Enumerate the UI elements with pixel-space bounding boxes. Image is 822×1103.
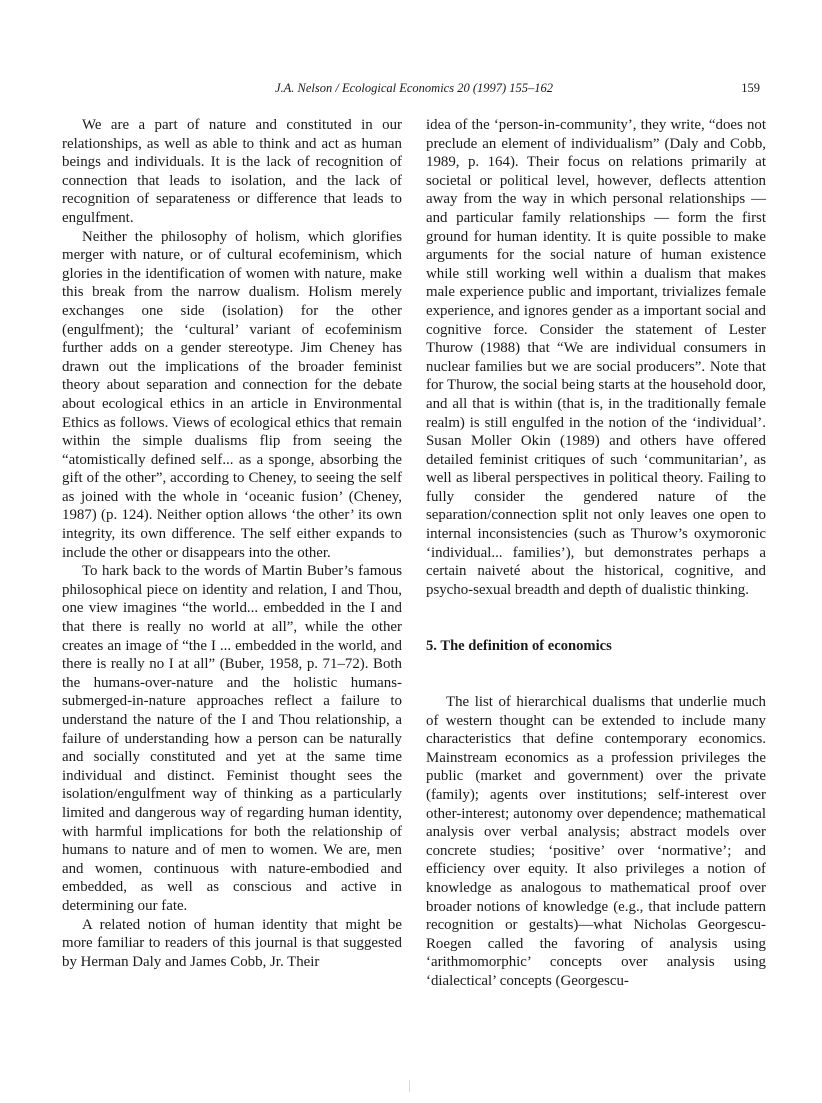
right-column [426, 116, 766, 991]
scan-mark [409, 1080, 410, 1092]
running-header [62, 81, 766, 99]
paragraph: A related notion of human identity that might be more familiar to readers of this journal is that suggested by Herman Daly and James Cobb, Jr. Their [62, 916, 402, 970]
section-heading: 5. The definition of economics [426, 638, 612, 655]
paragraph: The list of hierarchical dualisms that underlie much of western thought can be extended to include many characteristics that define contemporary economics. Mainstream economics as a profession privileges the public (market and government) over the private (family); agents over institutions; self-interest over other-interest; autonomy over dependence; mathematical analysis over verbal analysis; abstract models over concrete studies; ‘positive’ over ‘normative’; and efficiency over equity. It also privileges a notion of knowledge as analogous to mathematical proof over broader notions of knowledge (e.g., that include pattern recognition or gestalts)—what Nicholas Georgescu-Roegen called the favoring of analysis using ‘arithmomorphic’ concepts over analysis using ‘dialectical’ concepts (Georgescu- [426, 694, 766, 989]
left-column [62, 116, 402, 971]
paragraph: Neither the philosophy of holism, which glorifies merger with nature, or of cultural ecofeminism, which glories in the identification of women with nature, make this break from the narrow dualism. Holism merely exchanges one side (isolation) for the other (engulfment); the ‘cultural’ variant of ecofeminism further adds on a gender stereotype. Jim Cheney has drawn out the implications of the broader feminist theory about separation and connection for the debate about ecological ethics in an article in Environmental Ethics as follows. Views of ecological ethics that remain within the simple dualisms flip from seeing the “atomistically defined self... as a sponge, absorbing the gift of the other”, according to Cheney, to seeing the self as joined with the whole in ‘oceanic fusion’ (Cheney, 1987) (p. 124). Neither option allows ‘the other’ its own integrity, its own difference. The self either expands to include the other or disappears into the other. [62, 228, 402, 561]
running-title: J.A. Nelson / Ecological Economics 20 (1997) 155–162 [274, 81, 554, 95]
paragraph: To hark back to the words of Martin Buber’s famous philosophical piece on identity and relation, I and Thou, one view imagines “the world... embedded in the I and that there is really no world at all”, while the other creates an image of “the I ... embedded in the world, and there is really no I at all” (Buber, 1958, p. 71–72). Both the humans-over-nature and the holistic humans-submerged-in-nature approaches reflect a failure to understand the nature of the I and Thou relationship, a failure of understanding how a person can be naturally and socially constituted and yet at the same time individual and distinct. Feminist thought sees the isolation/engulfment way of thinking as a particularly limited and dangerous way of regarding human identity, with harmful implications for both the relationship of humans to nature and of men to women. We are, men and women, continuous with nature-embodied and embedded, as well as conscious and active in determining our fate. [62, 563, 402, 914]
paragraph: We are a part of nature and constituted in our relationships, as well as able to think and act as human beings and individuals. It is the lack of recognition of connection that leads to isolation, and the lack of recognition of separateness or difference that leads to engulfment. [62, 117, 402, 226]
paragraph-continued: idea of the ‘person-in-community’, they write, “does not preclude an element of individualism” (Daly and Cobb, 1989, p. 164). Their focus on relations primarily at societal or political level, however, deflects attention away from the way in which personal relationships — and particular family relationships — form the first ground for human identity. It is quite possible to make arguments for the social nature of human existence while still working well within a dualism that makes male experience public and important, trivializes female experience, and ignores gender as a important social and cognitive force. Consider the statement of Lester Thurow (1988) that “We are individual consumers in nuclear families but we are social producers”. Note that for Thurow, the social being starts at the household door, and all that is within (that is, in the traditionally female realm) is still engulfed in the notion of the ‘individual’. Susan Moller Okin (1989) and others have offered detailed feminist critiques of such ‘communitarian’, as well as liberal perspectives in political theory. Failing to fully consider the gendered nature of the separation/connection split not only leaves one open to internal inconsistencies (such as Thurow’s oxymoronic ‘individual... families’), but demonstrates perhaps a certain naiveté about the historical, cognitive, and psycho-sexual breadth and depth of dualistic thinking. [426, 117, 766, 598]
page-number: 159 [741, 81, 760, 95]
